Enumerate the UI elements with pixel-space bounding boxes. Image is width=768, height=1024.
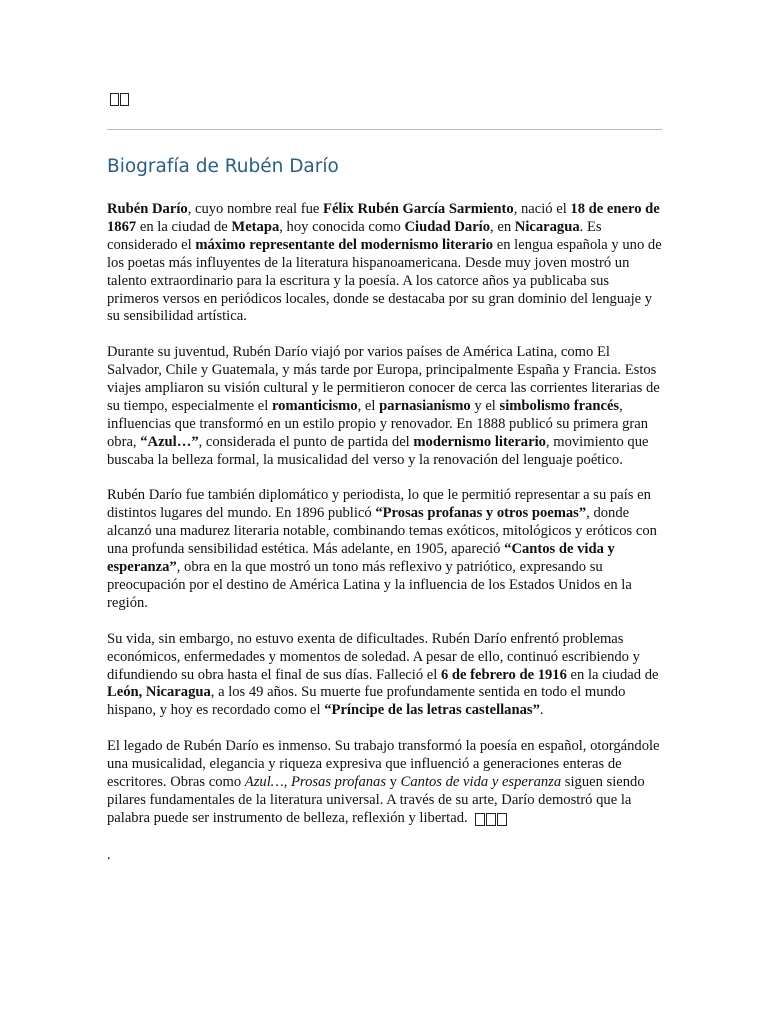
text-run: , movimiento que buscaba la belleza formal, la musicalidad del verso y la renovación del lenguaje poético. [107, 433, 649, 468]
paragraph [107, 631, 663, 721]
document-title: Biografía de Rubén Darío [107, 156, 339, 177]
text-run: El legado de Rubén Darío es inmenso. Su trabajo transformó la poesía en español, otorgándole una musicalidad, elegancia y riqueza expresiva que influenció a generaciones enteras de escritores. Obras como [107, 738, 660, 790]
bold-run: “Príncipe de las letras castellanas” [324, 702, 540, 719]
text-run: , el [357, 397, 380, 414]
bold-run: simbolismo francés [499, 397, 620, 414]
text-run: y el [470, 397, 500, 414]
italic-run: Prosas profanas [291, 773, 387, 790]
text-run: . Es considerado el [107, 218, 602, 253]
bold-run: Metapa [231, 218, 280, 235]
bold-run: romanticismo [271, 397, 358, 414]
missing-glyph-icon [486, 813, 496, 826]
text-run: en la ciudad de [136, 218, 232, 235]
text-run: , a los 49 años. Su muerte fue profundamente sentida en todo el mundo hispano, y hoy es recordado como el [107, 684, 626, 719]
text-run: , nació el [513, 201, 571, 217]
text-run: Rubén Darío fue también diplomático y periodista, lo que le permitió representar a su país en distintos lugares del mundo. En 1896 publicó [107, 487, 651, 522]
text-run: , hoy conocida como [279, 218, 405, 235]
bold-run: parnasianismo [379, 397, 471, 414]
bold-run: 6 de febrero de 1916 [440, 666, 567, 683]
text-run: , obra en la que mostró un tono más reflexivo y patriótico, expresando su preocupación por el destino de América Latina y la influencia de los Estados Unidos en la región. [107, 559, 632, 611]
text-run: , en [490, 218, 515, 235]
bold-run: “Azul…” [140, 433, 199, 450]
bold-run: “Cantos de vida y esperanza” [107, 541, 615, 576]
document-body [107, 201, 663, 864]
text-run: siguen siendo pilares fundamentales de la literatura universal. A través de su arte, Darío demostró que la palabra puede ser instrumento de belleza, reflexión y libertad. [107, 773, 645, 826]
bold-run: modernismo literario [413, 433, 546, 450]
bold-run: Rubén Darío [107, 201, 188, 217]
italic-run: Cantos de vida y esperanza [400, 773, 562, 790]
paragraph [107, 344, 663, 469]
unrendered-emoji-icon [110, 92, 130, 107]
text-run: Su vida, sin embargo, no estuvo exenta de dificultades. Rubén Darío enfrentó problemas económicos, enfermedades y momentos de soledad. A pesar de ello, continuó escribiendo y difundiendo su obra hasta el final de sus días. Falleció el [107, 630, 640, 683]
paragraph [107, 738, 663, 829]
italic-run: Azul… [244, 773, 284, 790]
trailing-mark: . [107, 846, 111, 863]
text-run: . [539, 702, 544, 719]
text-run: , influencias que transformó en un estilo propio y renovador. En 1888 publicó su primera gran obra, [107, 397, 649, 450]
paragraph [107, 201, 663, 326]
bold-run: máximo representante del modernismo literario [195, 236, 494, 253]
text-run: , considerada el punto de partida del [198, 433, 414, 450]
paragraph [107, 487, 663, 612]
bold-run: Nicaragua [514, 218, 580, 235]
unrendered-emoji-icon [475, 811, 508, 829]
bold-run: Ciudad Darío [404, 218, 491, 235]
horizontal-divider [107, 129, 662, 130]
text-run: en lengua española y uno de los poetas más influyentes de la literatura hispanoamericana. Desde muy joven mostró un talento extraordinario para la escritura y la poesía. A los catorce años ya publicaba sus primeros versos en periódicos locales, donde se destacaba por su gran dominio del lenguaje y su sensibilidad artística. [107, 236, 662, 325]
missing-glyph-icon [475, 813, 485, 826]
bold-run: “Prosas profanas y otros poemas” [375, 505, 587, 522]
bold-run: Félix Rubén García Sarmiento [323, 201, 514, 217]
missing-glyph-icon [120, 93, 129, 106]
text-run: , donde alcanzó una madurez literaria notable, combinando temas exóticos, mitológicos y eróticos con una profunda sensibilidad estética. Más adelante, en 1905, apareció [107, 505, 657, 558]
text-run: en la ciudad de [566, 666, 659, 683]
bold-run: 18 de enero de 1867 [107, 201, 660, 235]
bold-run: León, Nicaragua [107, 684, 211, 701]
text-run: y [386, 773, 401, 790]
text-run: , [283, 773, 292, 790]
missing-glyph-icon [110, 93, 119, 106]
text-run: Durante su juventud, Rubén Darío viajó por varios países de América Latina, como El Salvador, Chile y Guatemala, y más tarde por Europa, principalmente España y Francia. Estos viajes ampliaron su visión cultural y le permitieron conocer de cerca las corrientes literarias de su tiempo, especialmente el [107, 344, 660, 414]
missing-glyph-icon [497, 813, 507, 826]
text-run: , cuyo nombre real fue [187, 201, 324, 217]
